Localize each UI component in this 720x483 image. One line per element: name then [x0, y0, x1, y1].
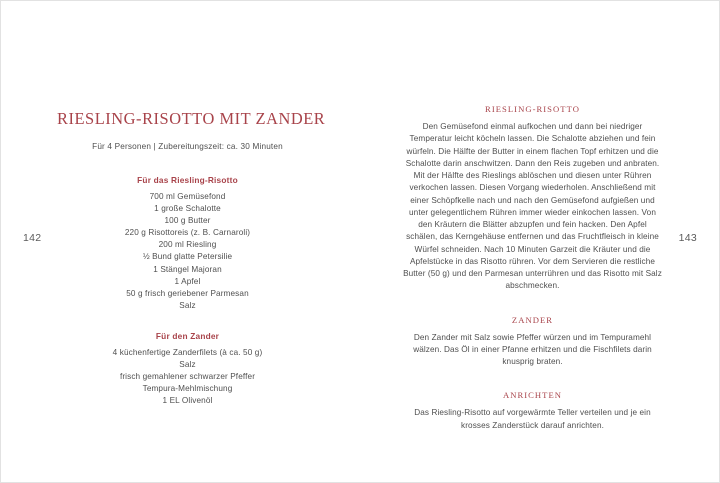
step-heading: ANRICHTEN: [502, 390, 563, 401]
ingredient-item: Salz: [179, 300, 196, 310]
ingredient-list: [57, 347, 318, 407]
step-section-riesling-risotto: [402, 1, 663, 293]
right-page: [360, 1, 719, 482]
ingredient-item: 1 große Schalotte: [154, 204, 221, 214]
ingredient-group-heading: Für das Riesling-Risotto: [137, 175, 238, 185]
step-heading: RIESLING-RISOTTO: [485, 104, 580, 114]
ingredient-item: 1 Apfel: [174, 276, 201, 286]
step-body: Den Gemüsefond einmal aufkochen und dann bei niedriger Temperatur leicht köcheln lassen. Die Schalotte abziehen und fein würfeln. Die Hälfte der Butter in einem flachen Topf erhitzen und die Schalotte darin anschwitzen. Dann den Reis zugeben und anbraten. Mit der Hälfte des Rieslings ablöschen und diesen unter Rühren verkochen lassen. Diesen Vorgang wiederholen. Anschließend mit einer Schöpfkelle nach und nach den Gemüsefond aufgießen und unter gelegentlichem Rühren immer wieder einkochen lassen. Von den Kräutern die Blätter abzupfen und fein hacken. Den Apfel schälen, das Kerngehäuse entfernen und das Fruchtfleisch in kleine Würfel schneiden. Nach 10 Minuten Garzeit die Kräuter und die Apfelstücke in das Risotto rühren. Vor dem Servieren die restliche Butter (50 g) und den Parmesan unterrühren und das Risotto mit Salz abschmecken.: [403, 122, 662, 291]
ingredient-group-zander: [57, 312, 318, 407]
ingredient-item: 4 küchenfertige Zanderfilets (à ca. 50 g): [112, 347, 263, 357]
recipe-title: RIESLING-RISOTTO MIT ZANDER: [57, 109, 326, 128]
page-number-right: 143: [678, 232, 697, 244]
ingredient-item: 1 EL Olivenöl: [162, 396, 213, 406]
step-section-anrichten: [402, 368, 663, 432]
step-body: Den Zander mit Salz sowie Pfeffer würzen und im Tempuramehl wälzen. Das Öl in einer Pfanne erhitzen und die Fischfilets darin knusprig braten.: [413, 332, 652, 366]
ingredient-group-risotto: [57, 151, 318, 312]
ingredient-item: Salz: [179, 360, 196, 370]
recipe-meta: Für 4 Personen | Zubereitungszeit: ca. 30 Minuten: [92, 142, 283, 151]
page-number-left: 142: [23, 232, 42, 244]
ingredient-item: 50 g frisch geriebener Parmesan: [126, 288, 249, 298]
ingredient-item: frisch gemahlener schwarzer Pfeffer: [119, 372, 256, 382]
ingredient-item: ½ Bund glatte Petersilie: [142, 252, 233, 262]
ingredient-item: Tempura-Mehlmischung: [142, 384, 233, 394]
ingredient-group-heading: Für den Zander: [155, 330, 220, 341]
left-page: [1, 1, 360, 482]
step-body: Das Riesling-Risotto auf vorgewärmte Teller verteilen und je ein krosses Zanderstück darauf anrichten.: [414, 408, 651, 430]
step-heading: ZANDER: [511, 314, 554, 325]
ingredient-item: 1 Stängel Majoran: [153, 264, 222, 274]
ingredient-item: 200 ml Riesling: [158, 240, 217, 250]
ingredient-item: 100 g Butter: [164, 216, 211, 226]
ingredient-item: 220 g Risottoreis (z. B. Carnaroli): [124, 228, 251, 238]
ingredient-list: [57, 191, 318, 312]
step-section-zander: [402, 293, 663, 369]
ingredient-item: 700 ml Gemüsefond: [149, 192, 226, 201]
